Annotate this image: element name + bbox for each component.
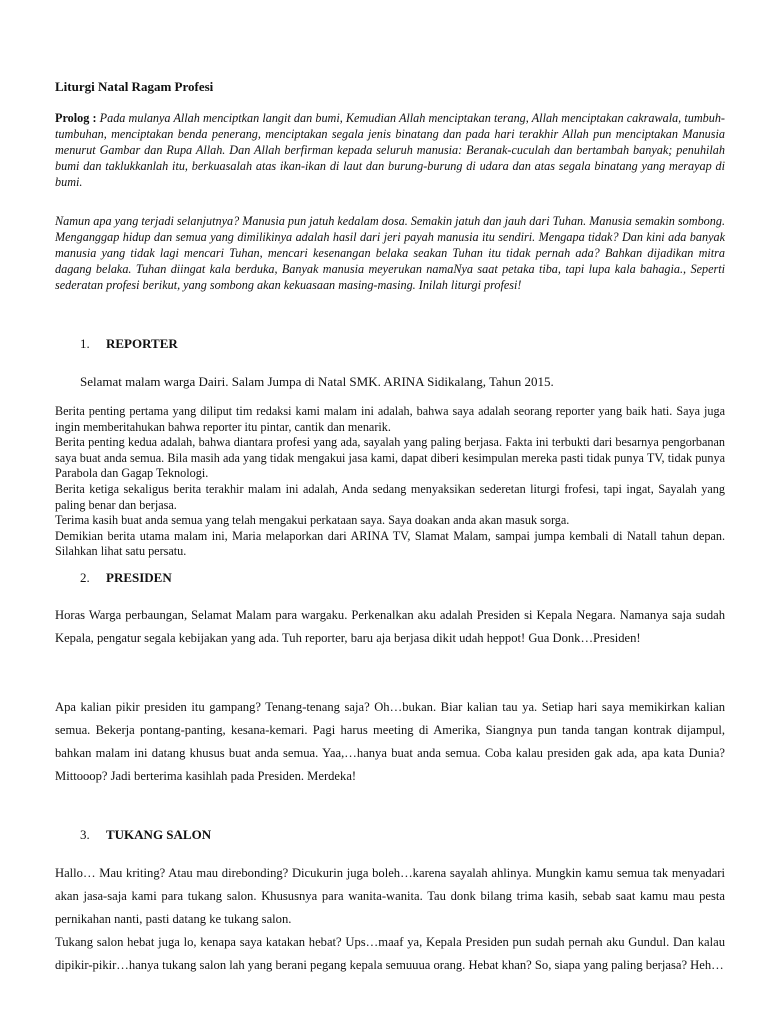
salon-paragraph-2: Tukang salon hebat juga lo, kenapa saya katakan hebat? Ups…maaf ya, Kepala Presiden pun sudah pernah aku Gundul. Dan kalau dipikir-pikir…hanya tukang salon lah yang berani pegang kepala semuuua orang. Hebat khan? So, siapa yang paling berjasa? Heh… — [55, 935, 725, 972]
section-title: TUKANG SALON — [106, 827, 212, 842]
section-number: 2. — [80, 570, 90, 585]
prolog-text: Pada mulanya Allah menciptkan langit dan bumi, Kemudian Allah menciptakan terang, Allah menciptakan cakrawala, tumbuh-tumbuhan, menciptakan benda penerang, menciptakan segala jenis binatang dan pada hari terakhir Allah pun menciptakan Manusia menurut Gambar dan Rupa Allah. Dan Allah berfirman kepada seluruh manusia: Beranak-cuculah dan bertambah banyak; penuhilah bumi dan taklukkanlah itu, berkuasalah atas ikan-ikan di laut dan burung-burung di udara dan atas segala binatang yang merayap di bumi. — [55, 111, 725, 189]
section-number: 3. — [80, 827, 90, 842]
reporter-line: Berita ketiga sekaligus berita terakhir malam ini adalah, Anda sedang menyaksikan sederetan liturgi frofesi, tapi ingat, Sayalah yang paling benar dan berjasa. — [55, 481, 725, 512]
reporter-line: Berita penting kedua adalah, bahwa diantara profesi yang ada, sayalah yang paling berjasa. Fakta ini terbukti dari besarnya pengorbanan saya buat anda semua. Bila masih ada yang tidak mengakui jasa kami, dapat diberi kesimpulan mereka pasti tidak punya TV, tidak punya Parabola dan Gagap Teknologi. — [55, 435, 725, 481]
presiden-paragraph-2: Apa kalian pikir presiden itu gampang? Tenang-tenang saja? Oh…bukan. Biar kalian tau ya. Setiap hari saya memikirkan kalian semua. Bekerja pontang-panting, kesana-kemari. Pagi harus meeting di Amerika, Siangnya pun tanda tangan kontrak dijampul, bahkan malam ini datang khusus buat anda semua. Yaa,…hanya buat anda semua. Coba kalau presiden gak ada, apa kata Dunia? Mittooop? Jadi berterima kasihlah pada Presiden. Merdeka! — [55, 700, 725, 783]
section-heading-reporter — [80, 336, 750, 352]
section-heading-presiden — [80, 570, 750, 586]
reporter-line: Terima kasih buat anda semua yang telah mengakui perkataan saya. Saya doakan anda akan masuk sorga. — [55, 513, 570, 528]
section-title: PRESIDEN — [106, 570, 172, 585]
section-heading-tukang-salon — [80, 827, 750, 843]
prolog-paragraph-2: Namun apa yang terjadi selanjutnya? Manusia pun jatuh kedalam dosa. Semakin jatuh dan jauh dari Tuhan. Manusia semakin sombong. Menganggap hidup dan semua yang dimilikinya adalah hasil dari jeri payah manusia itu sendiri. Mengapa tidak? Dan kini ada banyak manusia yang tidak lagi mencari Tuhan, mencari kesenangan belaka seakan Tuhan itu tidak pernah ada? Bahkan dijadikan mitra dagang belaka. Tuhan diingat kala berduka, Banyak manusia meyerukan namaNya saat petaka tiba, tapi lupa kala bahagia., Seperti sederatan profesi berikut, yang sombong akan kekuasaan masing-masing. Inilah liturgi profesi! — [55, 214, 725, 292]
prolog-paragraph — [55, 110, 725, 190]
reporter-line: Demikian berita utama malam ini, Maria melaporkan dari ARINA TV, Slamat Malam, sampai jumpa kembali di Natall tahun depan. Silahkan lihat satu persatu. — [55, 528, 725, 559]
section-title: REPORTER — [106, 336, 178, 351]
reporter-body — [55, 404, 725, 560]
reporter-greeting: Selamat malam warga Dairi. Salam Jumpa di Natal SMK. ARINA Sidikalang, Tahun 2015. — [80, 374, 554, 389]
section-number: 1. — [80, 336, 90, 351]
presiden-paragraph-1: Horas Warga perbaungan, Selamat Malam para wargaku. Perkenalkan aku adalah Presiden si Kepala Negara. Namanya saja sudah Kepala, pengatur segala kebijakan yang ada. Tuh reporter, baru aja berjasa dikit udah heppot! Gua Donk…Presiden! — [55, 608, 725, 645]
salon-body — [55, 862, 725, 977]
document-title: Liturgi Natal Ragam Profesi — [55, 79, 214, 94]
salon-paragraph-1: Hallo… Mau kriting? Atau mau direbonding? Dicukurin juga boleh…karena sayalah ahlinya. Mungkin kamu semua tak menyadari akan jasa-saja kami para tukang salon. Khususnya para wanita-wanita. Tau donk bilang trima kasih, sebab saat kamu mau pesta pernikahan nanti, pasti datang ke tukang salon. — [55, 866, 725, 926]
prolog-label: Prolog : — [55, 111, 100, 125]
reporter-line: Berita penting pertama yang diliput tim redaksi kami malam ini adalah, bahwa saya adalah seorang reporter yang baik hati. Saya juga ingin memberitahukan bahwa reporter itu pintar, cantik dan menarik. — [55, 404, 725, 434]
